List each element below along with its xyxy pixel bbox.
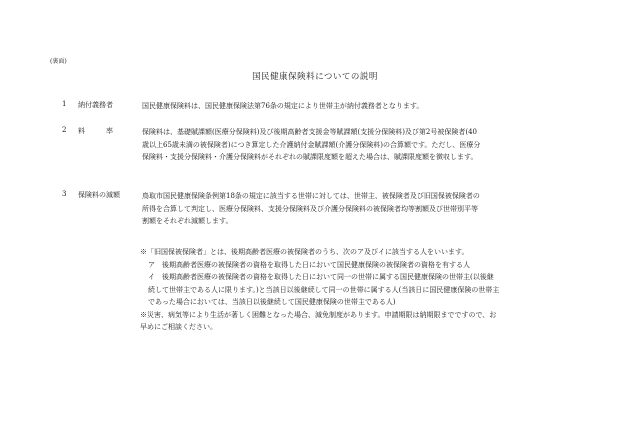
side-label: (裏面)	[50, 58, 67, 65]
note-footer: ※災害、病気等により生活が著しく困難となった場合、減免制度があります。申請期限は納期限までですので、お早めにご相談ください。	[140, 310, 497, 331]
note-item-a: ア 後期高齢者医療の被保険者の資格を取得した日において国民健康保険の被保険者の資格を有する人	[148, 260, 470, 269]
section-body: 保険料は、基礎賦課額(医療分保険料)及び後期高齢者支援金等賦課額(支援分保険料)及び第2号被保険者(40歳以上65歳未満の被保険者)につき算定した介護納付金賦課額(介護分保険料)の合算額です。ただし、医療分保険料・支援分保険料・介護分保険料がそれぞれの賦課限度額を超えた場合は、賦課限度額を徴収します。	[142, 128, 481, 161]
note-item-i: イ 後期高齢者医療の被保険者の資格を取得した日において同一の世帯に属する国民健康保険の世帯主(以後継続して世帯主である人に限ります。)と当該日以後継続して同一の世帯に属する人(当該日に国民健康保険の世帯主であった場合においては、当該日以後継続して国民健康保険の世帯主である人)	[148, 273, 500, 306]
section-number: 2	[62, 126, 67, 134]
section-body: 鳥取市国民健康保険条例第18条の規定に該当する世帯に対しては、世帯主、被保険者及び旧国保被保険者の所得を合算して判定し、医療分保険料、支援分保険料及び介護分保険料の被保険者均等割額及び世帯別平等割額をそれぞれ減額します。	[142, 192, 480, 225]
section-number: 1	[62, 100, 67, 108]
notes-block	[140, 246, 500, 334]
note-intro: ※「旧国保被保険者」とは、後期高齢者医療の被保険者のうち、次のア及びイに該当する人をいいます。	[140, 248, 469, 256]
section-body: 国民健康保険料は、国民健康保険法第76条の規定により世帯主が納付義務者となります。	[142, 102, 424, 110]
section-title: 納付義務者	[78, 101, 113, 109]
document-title: 国民健康保険料についての説明	[252, 72, 378, 82]
section-number: 3	[62, 190, 67, 198]
section-title: 料 率	[78, 127, 113, 135]
section-title: 保険料の減額	[78, 191, 120, 199]
